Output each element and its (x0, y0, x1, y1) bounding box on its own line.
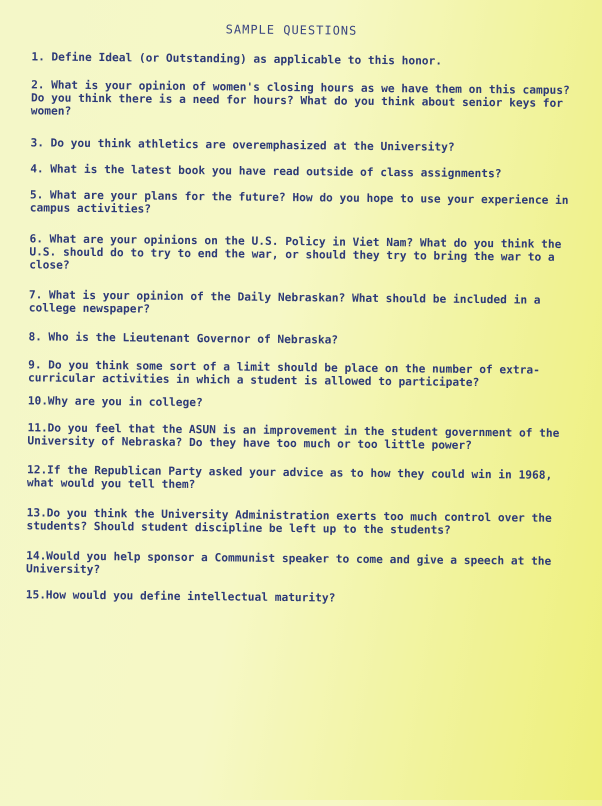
question-item (27, 421, 583, 453)
page-title: SAMPLE QUESTIONS (225, 22, 358, 38)
question-text: Do you think the University Administration exerts too much control over the students? Should student discipline be left up to the students? (26, 506, 552, 537)
question-text: Would you help sponsor a Communist speaker to come and give a speech at the University? (25, 549, 552, 577)
question-item (29, 232, 585, 277)
question-text: How would you define intellectual maturity? (45, 588, 336, 605)
question-item (30, 136, 586, 155)
question-number: 15. (25, 588, 47, 602)
question-item (26, 588, 582, 607)
question-number: 1. (31, 50, 45, 64)
question-item (26, 506, 582, 538)
question-item (28, 358, 584, 390)
question-item (31, 78, 587, 123)
question-number: 7. (28, 288, 43, 302)
question-number: 8. (28, 330, 43, 344)
question-item (26, 549, 582, 581)
question-number: 2. (31, 78, 45, 92)
question-item (31, 50, 587, 69)
question-item (28, 394, 584, 413)
question-item (29, 288, 585, 320)
question-text: Why are you in college? (47, 394, 203, 410)
question-number: 6. (29, 232, 44, 246)
question-number: 12. (27, 463, 48, 477)
question-text: What are your plans for the future? How do you hope to use your experience in campus activities? (29, 188, 569, 216)
question-text: What is your opinion of the Daily Nebraskan? What should be included in a college newspaper? (28, 288, 541, 316)
question-text: What are your opinions on the U.S. Policy in Viet Nam? What do you think the U.S. should do to try to end the war, or should they try to bring the war to a close? (29, 232, 562, 272)
question-number: 4. (30, 162, 44, 176)
question-number: 11. (27, 421, 48, 435)
question-item (30, 162, 586, 181)
question-item (30, 188, 586, 220)
question-number: 13. (26, 506, 47, 520)
question-text: Do you think athletics are overemphasized at the University? (50, 136, 455, 154)
question-number: 10. (27, 394, 49, 408)
question-text: Define Ideal (or Outstanding) as applicable to this honor. (51, 50, 443, 68)
question-text: Do you think some sort of a limit should be place on the number of extra-curricular activities in which a student is allowed to participate? (27, 358, 540, 390)
question-text: What is your opinion of women's closing hours as we have them on this campus? Do you think there is a need for hours? What do you think about senior keys for women? (30, 78, 570, 118)
question-item (28, 330, 584, 349)
question-number: 3. (30, 136, 45, 150)
question-text: Do you feel that the ASUN is an improvement in the student government of the University of Nebraska? Do they have too much or too little power? (27, 421, 560, 452)
question-text: What is the latest book you have read outside of class assignments? (50, 162, 502, 181)
question-number: 5. (29, 188, 44, 202)
question-item (27, 463, 583, 495)
question-text: Who is the Lieutenant Governor of Nebraska? (48, 330, 339, 347)
question-text: If the Republican Party asked your advice as to how they could win in 1968, what would you tell them? (26, 463, 553, 492)
question-number: 14. (26, 549, 47, 563)
question-number: 9. (28, 358, 42, 372)
